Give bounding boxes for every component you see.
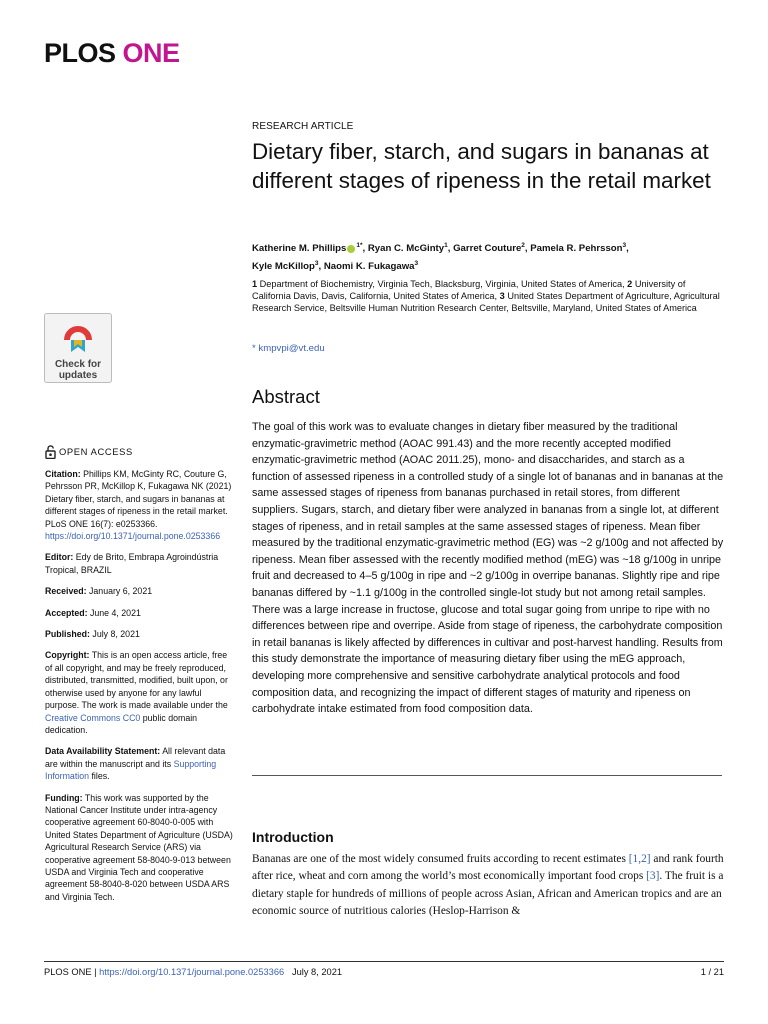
footer-journal: PLOS ONE | — [44, 967, 100, 977]
editor: Editor: Edy de Brito, Embrapa Agroindústria Tropical, BRAZIL — [45, 552, 219, 575]
affiliation-text: Department of Biochemistry, Virginia Tech, Blacksburg, Virginia, United States of America, — [259, 279, 628, 289]
funding: Funding: This work was supported by the National Cancer Institute under intra-agency cooperative agreement 60-8040-0-005 with United States Department of Agriculture (USDA) Agricultural Research Service (ARS) via cooperative agreement 58-8040-9-013 between USDA and Virginia Tech and cooperative agreement 58-8040-8-020 between USDA ARS and Virginia Tech. — [45, 792, 233, 902]
badge-line2: updates — [58, 370, 98, 381]
affiliation-number: 2 — [627, 279, 635, 289]
author-name: Garret Couture — [453, 243, 522, 255]
affiliation-text: University of California Davis, Davis, California, United States of America, — [252, 279, 686, 302]
open-access — [45, 445, 235, 459]
creative-commons-link[interactable]: Creative Commons CC0 — [45, 712, 141, 723]
author-affiliation-number: 3 — [414, 260, 419, 268]
affiliation-text: United States Department of Agriculture, Agricultural Research Service, Beltsville Human Nutrition Research Center, Beltsville, Maryland, United States of America — [252, 291, 720, 314]
article-title: Dietary fiber, starch, and sugars in bananas at different stages of ripeness in the retail market — [252, 139, 711, 193]
sidebar-metadata — [45, 445, 235, 912]
author-name: Kyle McKillop — [252, 261, 315, 273]
abstract-text: The goal of this work was to evaluate changes in dietary fiber measured by the traditional enzymatic-gravimetric method (AOAC 991.43) and the more recently accepted modified enzymatic-gravimetric method (AOAC 2011.25), mono- and disaccharides, and starch as a function of assessed ripeness in a controlled study of a single lot of bananas and in bananas at the same assessed stages of ripeness from bananas purchased in retail stores, from different suppliers. Sugars, starch, and dietary fiber were analyzed in bananas from a single lot, at different stages of ripeness, and in retail samples at the same assessed stages of ripeness. Mean fiber measured by the traditional enzymatic-gravimetric method (EG) was ~2 g/100g and not affected by ripeness. Mean fiber assessed with the recently modified method (mEG) was ~18 g/100g in unripe fruit and decreased to 4–5 g/100g in ripe and ~2 g/100g in overripe bananas. Slightly ripe and ripe bananas differed by ~1.1 g/100g in the controlled single-lot study but not among retail samples. There was a large increase in fructose, glucose and total sugar going from unripe to ripe with no differences between ripe and overripe. Aside from stage of ripeness, the carbohydrate composition in retail bananas is likely affected by differences in cultivar and post-harvest handling. Results from this study demonstrate the importance of measuring dietary fiber using the mEG approach, developing more comprehensive and sensitive carbohydrate analytical protocols and food composition data, and recognizing the impact of different stages of maturity and ripeness on carbohydrate intake estimated from food composition data. — [252, 421, 724, 716]
open-lock-icon — [45, 445, 56, 459]
orcid-icon[interactable] — [347, 245, 355, 253]
author-list: Katherine M. Phillips $^{1*}$, Ryan C. McGinty$^1$, Garret Couture$^2$, Pamela R. Pehrsson$^3$, Kyle McKillop$^3$, Naomi K. Fukagawa$^3$ — [252, 242, 629, 273]
author-affiliation-number: 3 — [622, 242, 627, 249]
email-link[interactable]: kmpvpi@vt.edu — [258, 343, 325, 354]
introduction-heading: Introduction — [252, 829, 334, 845]
check-for-updates-badge[interactable] — [44, 313, 112, 383]
author-name: Pamela R. Pehrsson — [530, 243, 623, 255]
footer-divider — [44, 961, 724, 962]
author-affiliation-number: 1 — [444, 242, 448, 249]
affiliations — [252, 278, 722, 315]
author-name: Katherine M. Phillips — [252, 243, 347, 255]
data-availability: Data Availability Statement: All relevant data are within the manuscript and its Supporting Information files. — [45, 746, 226, 782]
affiliation-number: 3 — [499, 291, 508, 302]
supporting-information-link[interactable]: Supporting Information — [45, 758, 217, 782]
badge-line1: Check for — [54, 359, 102, 370]
citation-doi-link[interactable]: https://doi.org/10.1371/journal.pone.0253366 — [45, 531, 221, 542]
abstract-divider — [252, 775, 722, 776]
introduction-text: Bananas are one of the most widely consumed fruits according to recent estimates [1,2] and rank fourth after rice, wheat and corn among the world’s most economically important food crops [3]. The fruit is a dietary staple for hundreds of millions of people across Asian, African and American tropics and are an economic source of nutritious calories (Heslop-Harrison & — [252, 853, 724, 918]
author-affiliation-number: 2 — [521, 242, 525, 249]
affiliation-number: 1 — [252, 279, 260, 289]
page-footer — [44, 967, 724, 977]
published-date: Published: July 8, 2021 — [45, 629, 140, 640]
logo-plos: PLOS — [44, 38, 116, 68]
author-name: Ryan C. McGinty — [367, 243, 445, 255]
page-number: 1 / 21 — [700, 967, 724, 977]
footer-doi-link[interactable]: https://doi.org/10.1371/journal.pone.0253366 — [99, 967, 285, 977]
author-affiliation-number: 1* — [356, 242, 363, 249]
received-date: Received: January 6, 2021 — [45, 586, 153, 597]
journal-logo[interactable] — [44, 38, 180, 69]
author-affiliation-number: 3 — [314, 260, 319, 268]
crossmark-icon — [61, 320, 95, 354]
reference-link-1-2[interactable]: [1,2] — [628, 853, 651, 865]
reference-link-3[interactable]: [3] — [646, 870, 660, 883]
abstract-heading: Abstract — [252, 386, 320, 407]
accepted-date: Accepted: June 4, 2021 — [45, 607, 141, 618]
copyright: Copyright: This is an open access article, free of all copyright, and may be freely reproduced, distributed, transmitted, modified, built upon, or otherwise used by anyone for any lawful purpose. The work is made available under the Creative Commons CC0 public domain dedication. — [45, 650, 228, 735]
open-access-label: OPEN ACCESS — [59, 445, 133, 457]
article-type: RESEARCH ARTICLE — [252, 121, 354, 132]
corresponding-email: * kmpvpi@vt.edu — [252, 343, 325, 354]
author-name: Naomi K. Fukagawa — [323, 261, 415, 273]
logo-one: ONE — [122, 38, 180, 68]
footer-date: July 8, 2021 — [291, 967, 343, 977]
citation: Citation: Phillips KM, McGinty RC, Couture G, Pehrsson PR, McKillop K, Fukagawa NK (2021) Dietary fiber, starch, and sugars in bananas at different stages of ripeness in the retail market. PLoS ONE 16(7): e0253366. https://doi.org/10.1371/journal.pone.0253366 — [45, 469, 232, 542]
